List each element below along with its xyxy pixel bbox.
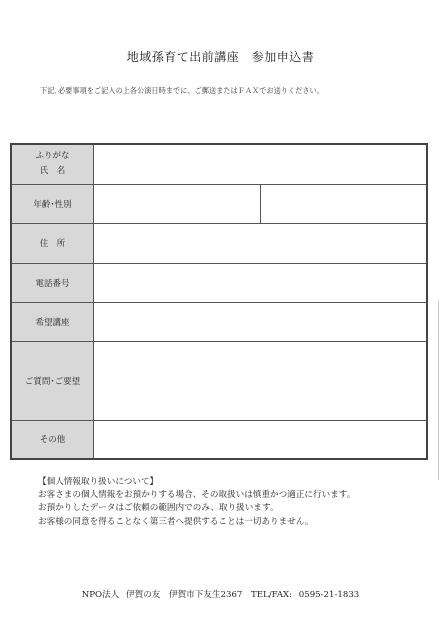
furigana-label: ふりがな	[35, 151, 70, 162]
questions-row	[11, 341, 427, 420]
privacy-line-2: お預かりしたデータはご依頼の範囲内でのみ、取り扱います。	[38, 503, 279, 514]
application-form-table	[10, 143, 428, 460]
phone-label: 電話番号	[11, 263, 94, 302]
privacy-notice	[38, 476, 428, 529]
privacy-line-3: お客様の同意を得ることなく第三者へ提供することは一切ありません。	[38, 516, 314, 527]
phone-row	[11, 263, 427, 302]
phone-field[interactable]	[94, 263, 428, 302]
gender-field[interactable]	[261, 184, 428, 223]
name-label-cell	[11, 144, 94, 184]
instruction-text: 下記､必要事項をご記入の上各公演日時までに、ご郵送またはＦＡＸでお送りください。	[40, 86, 324, 95]
course-row	[11, 302, 427, 341]
privacy-heading: 【個人情報取り扱いについて】	[38, 477, 159, 487]
other-row	[11, 420, 427, 459]
address-field[interactable]	[94, 223, 428, 263]
age-gender-label: 年齢･性別	[11, 184, 94, 223]
address-row	[11, 223, 427, 263]
age-gender-row	[11, 184, 427, 223]
privacy-line-1: お客さまの個人情報をお預かりする場合、その取扱いは慎重かつ適正に行います。	[38, 490, 356, 501]
name-label: 氏 名	[39, 166, 66, 177]
name-field[interactable]	[94, 144, 428, 184]
page-title: 地域孫育て出前講座 参加申込書	[126, 50, 315, 64]
name-row	[11, 144, 427, 184]
organization-contact-footer: NPO法人 伊賀の友 伊賀市下友生2367 TEL/FAX: 0595-21-1833	[81, 590, 360, 600]
address-label: 住 所	[11, 223, 94, 263]
scan-edge-line	[438, 300, 439, 480]
course-label: 希望講座	[11, 302, 94, 341]
questions-field[interactable]	[94, 341, 428, 420]
other-field[interactable]	[94, 420, 428, 459]
course-field[interactable]	[94, 302, 428, 341]
questions-label: ご質問･ご要望	[11, 341, 94, 420]
age-field[interactable]	[94, 184, 261, 223]
other-label: その他	[11, 420, 94, 459]
